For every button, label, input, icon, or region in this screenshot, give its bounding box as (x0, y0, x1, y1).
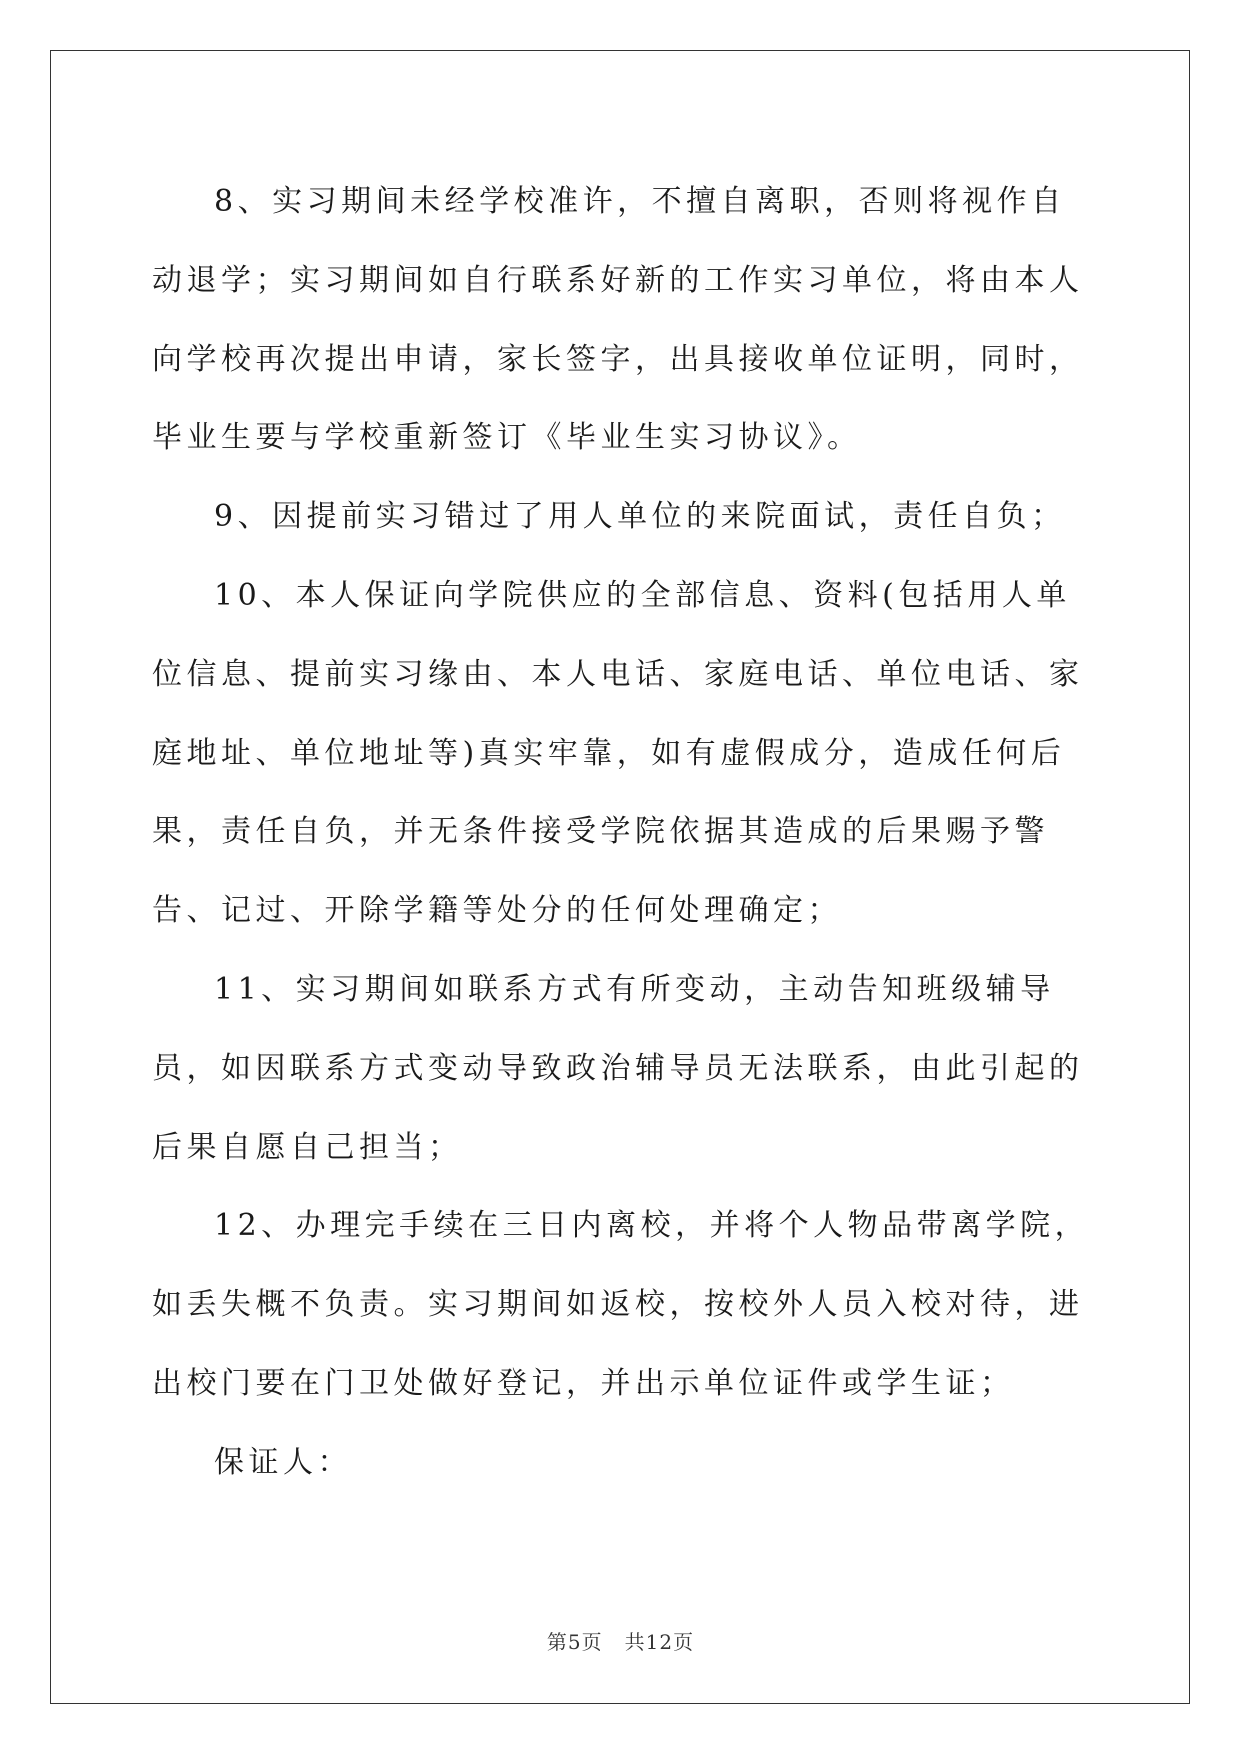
page-number: 第5页 (546, 1630, 603, 1654)
paragraph-item-11: 11、实习期间如联系方式有所变动，主动告知班级辅导员，如因联系方式变动导致政治辅导员无法联系，由此引起的后果自愿自己担当； (152, 971, 1084, 1165)
document-body (152, 163, 1092, 1503)
paragraph-item-10: 10、本人保证向学院供应的全部信息、资料(包括用人单位信息、提前实习缘由、本人电话、家庭电话、单位电话、家庭地址、单位地址等)真实牢靠，如有虚假成分，造成任何后果，责任自负，并无条件接受学院依据其造成的后果赐予警告、记过、开除学籍等处分的任何处理确定； (152, 577, 1084, 929)
paragraph-item-12: 12、办理完手续在三日内离校，并将个人物品带离学院，如丢失概不负责。实习期间如返校，按校外人员入校对待，进出校门要在门卫处做好登记，并出示单位证件或学生证； (152, 1208, 1090, 1401)
paragraph-item-8: 8、实习期间未经学校准许，不擅自离职，否则将视作自动退学；实习期间如自行联系好新的工作实习单位，将由本人向学校再次提出申请，家长签字，出具接收单位证明，同时，毕业生要与学校重新签订《毕业生实习协议》。 (152, 184, 1084, 456)
paragraph-item-9: 9、因提前实习错过了用人单位的来院面试，责任自负； (214, 499, 1066, 535)
page-footer (0, 1626, 1241, 1655)
guarantor-label: 保证人： (214, 1444, 352, 1480)
page-total: 共12页 (624, 1630, 695, 1654)
